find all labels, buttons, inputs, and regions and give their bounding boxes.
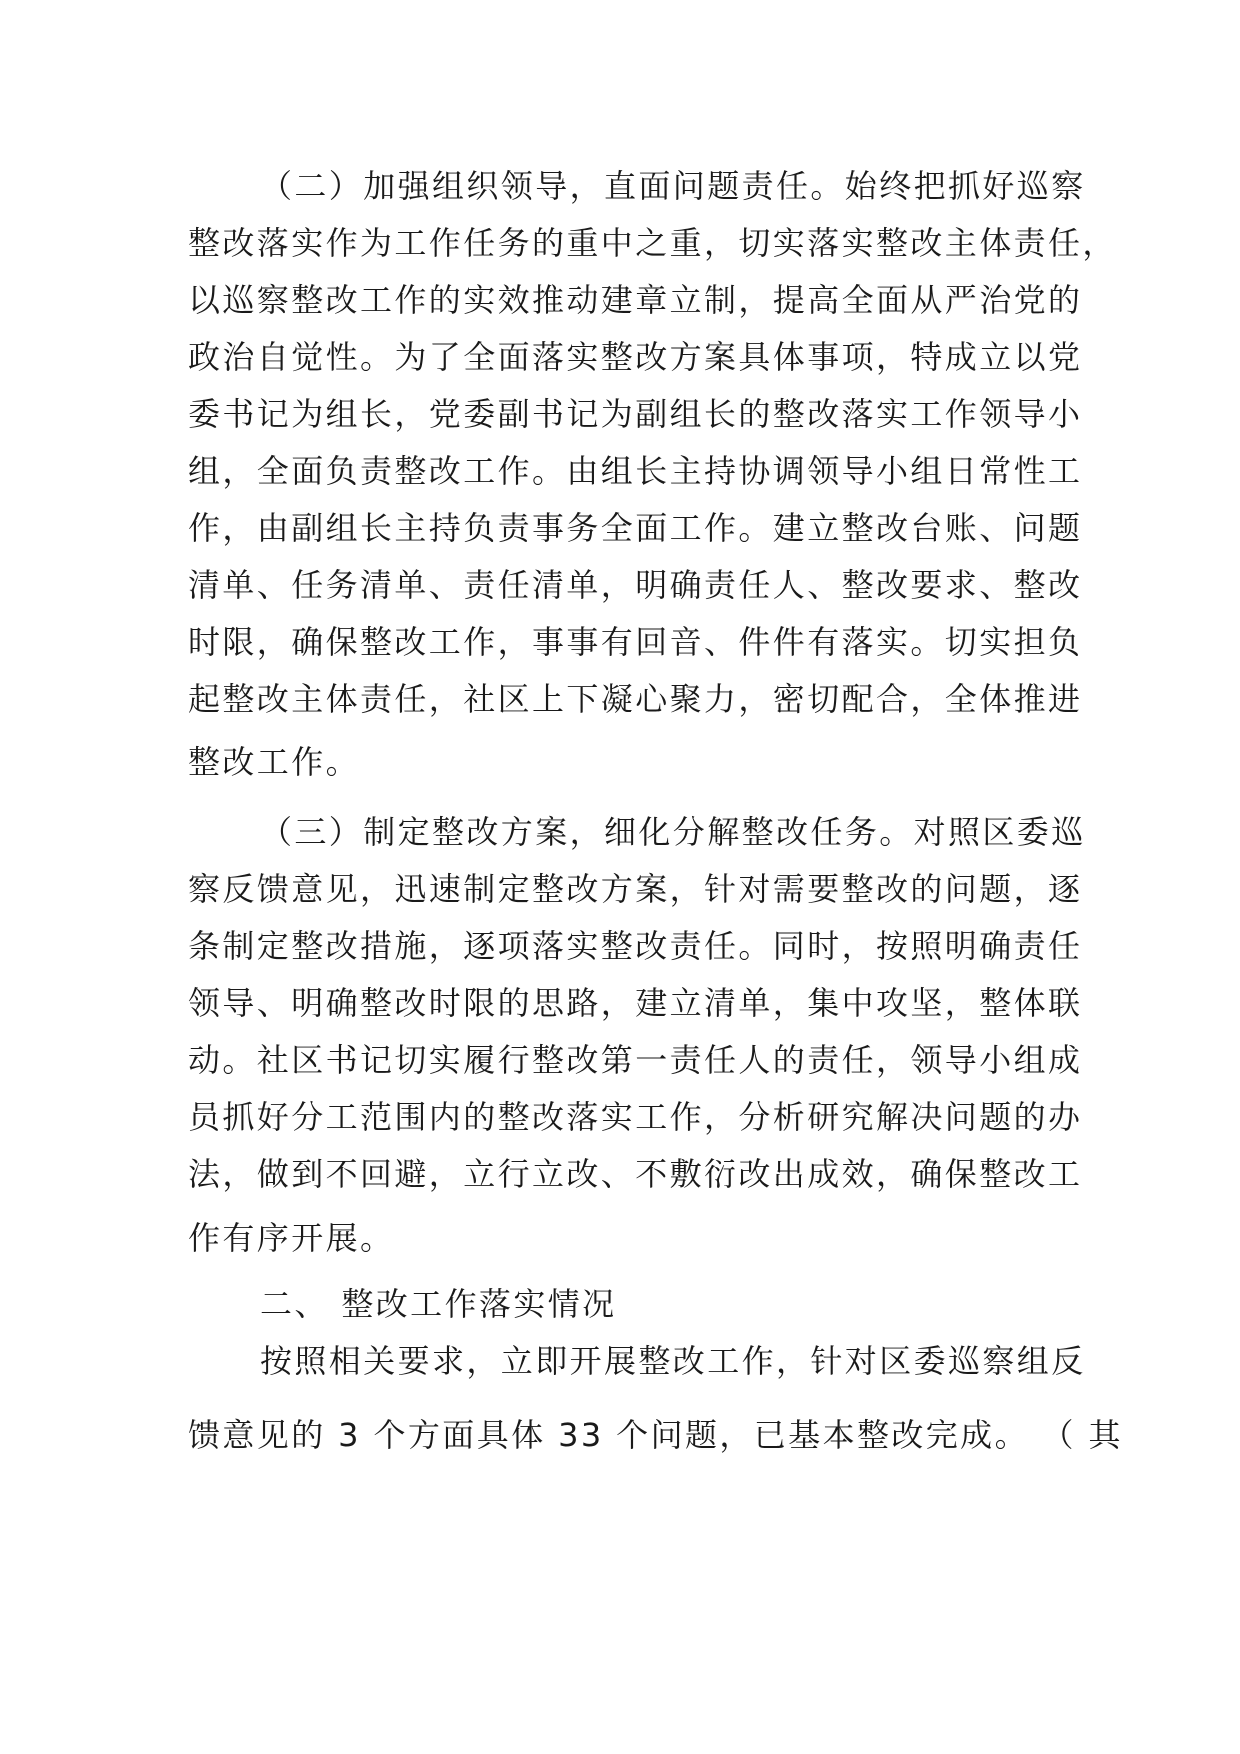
paragraph-2-line-1: （二）加强组织领导，直面问题责任。始终把抓好巡察 bbox=[260, 167, 1086, 205]
paragraph-2-line-6: 组，全面负责整改工作。由组长主持协调领导小组日常性工 bbox=[188, 452, 1083, 490]
paragraph-3-line-3: 条制定整改措施，逐项落实整改责任。同时，按照明确责任 bbox=[188, 927, 1083, 965]
paragraph-3-line-5: 动。社区书记切实履行整改第一责任人的责任，领导小组成 bbox=[188, 1041, 1083, 1079]
paragraph-2-line-10: 起整改主体责任，社区上下凝心聚力，密切配合，全体推进 bbox=[188, 680, 1083, 718]
paragraph-2-line-3: 以巡察整改工作的实效推动建章立制，提高全面从严治党的 bbox=[188, 281, 1083, 319]
paragraph-4-line-2: 馈意见的 3 个方面具体 33 个问题，已基本整改完成。 （ 其 bbox=[188, 1416, 1123, 1454]
paragraph-4-line-1: 按照相关要求，立即开展整改工作，针对区委巡察组反 bbox=[260, 1342, 1086, 1380]
paragraph-3-line-8: 作有序开展。 bbox=[188, 1219, 395, 1257]
paragraph-2-line-2: 整改落实作为工作任务的重中之重，切实落实整改主体责任， bbox=[188, 224, 1117, 262]
paragraph-3-line-6: 员抓好分工范围内的整改落实工作，分析研究解决问题的办 bbox=[188, 1098, 1083, 1136]
paragraph-2-line-8: 清单、任务清单、责任清单，明确责任人、整改要求、整改 bbox=[188, 566, 1083, 604]
paragraph-3-line-1: （三）制定整改方案，细化分解整改任务。对照区委巡 bbox=[260, 813, 1086, 851]
paragraph-2-line-9: 时限，确保整改工作，事事有回音、件件有落实。切实担负 bbox=[188, 623, 1083, 661]
section-heading: 二、 整改工作落实情况 bbox=[260, 1285, 617, 1323]
paragraph-2-line-4: 政治自觉性。为了全面落实整改方案具体事项，特成立以党 bbox=[188, 338, 1083, 376]
paragraph-3-line-4: 领导、明确整改时限的思路，建立清单，集中攻坚，整体联 bbox=[188, 984, 1083, 1022]
paragraph-3-line-7: 法，做到不回避，立行立改、不敷衍改出成效，确保整改工 bbox=[188, 1155, 1083, 1193]
paragraph-2-line-7: 作，由副组长主持负责事务全面工作。建立整改台账、问题 bbox=[188, 509, 1083, 547]
paragraph-3-line-2: 察反馈意见，迅速制定整改方案，针对需要整改的问题，逐 bbox=[188, 870, 1083, 908]
paragraph-2-line-11: 整改工作。 bbox=[188, 743, 361, 781]
paragraph-2-line-5: 委书记为组长，党委副书记为副组长的整改落实工作领导小 bbox=[188, 395, 1083, 433]
